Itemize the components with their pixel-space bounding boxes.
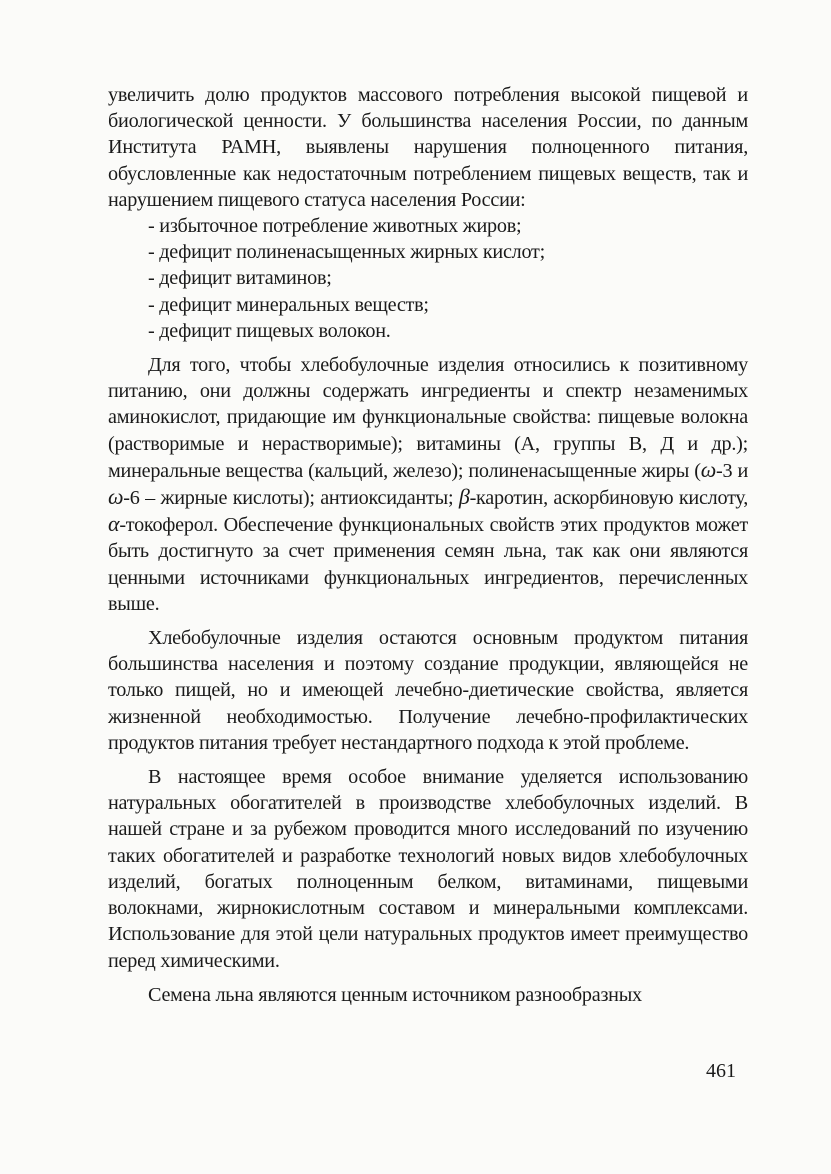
paragraph-1: увеличить долю продуктов массового потребления высокой пищевой и биологической ценности. У большинства населения России, по данным Института РАМН, выявлены нарушения полноценного питания, обусловленные как недостаточным потреблением пищевых веществ, так и нарушением пищевого статуса населения России: [108,84,748,211]
paragraph-3: Хлебобулочные изделия остаются основным продуктом питания большинства населения и поэтому создание продукции, являющейся не только пищей, но и имеющей лечебно-диетические свойства, является жизненной необходимостью. Получение лечебно-профилактических продуктов питания требует нестандартного подхода к этой проблеме. [108,627,748,754]
beta-symbol: β [458,484,470,510]
list-item: - дефицит витаминов; [148,267,332,290]
body-text [108,82,748,1008]
paragraph-2-part-3: -6 – жирные кислоты); антиоксиданты; [123,487,459,510]
paragraph-2-part-5: -токоферол. Обеспечение функциональных свойств этих продуктов может быть достигнуто за счет применения семян льна, так как они являются ценными источниками функциональных ингредиентов, перечисленных выше. [108,514,748,615]
paragraph-2-part-4: -каротин, аскорбиновую кислоту, [469,487,748,510]
paragraph-2-part-1: Для того, чтобы хлебобулочные изделия относились к позитивному питанию, они должны содержать ингредиенты и спектр незаменимых аминокислот, придающие им функциональные свойства: пищевые волокна (растворимые и нерастворимые); витамины (А, группы В, Д и др.); минеральные вещества (кальций, железо); полиненасыщенные жиры ( [108,354,748,482]
page-number: 461 [706,1060,736,1082]
list-item: - дефицит полиненасыщенных жирных кислот; [148,241,545,264]
list-item: - дефицит пищевых волокон. [148,319,391,342]
paragraph-5: Семена льна являются ценным источником разнообразных [148,983,642,1006]
deficiency-list [108,213,748,344]
list-item: - дефицит минеральных веществ; [148,293,429,316]
paragraph-4: В настоящее время особое внимание уделяется использованию натуральных обогатителей в производстве хлебобулочных изделий. В нашей стране и за рубежом проводится много исследований по изучению таких обогатителей и разработке технологий новых видов хлебобулочных изделий, богатых полноценным белком, витаминами, пищевыми волокнами, жирнокислотным составом и минеральными комплексами. Использование для этой цели натуральных продуктов имеет преимущество перед химическими. [108,766,748,972]
alpha-symbol: α [108,511,120,537]
list-item: - избыточное потребление животных жиров; [148,215,522,238]
omega-symbol: ω [108,484,124,510]
paragraph-2 [108,352,748,617]
omega-symbol: ω [700,456,716,482]
paragraph-2-part-2: -3 и [716,459,748,482]
